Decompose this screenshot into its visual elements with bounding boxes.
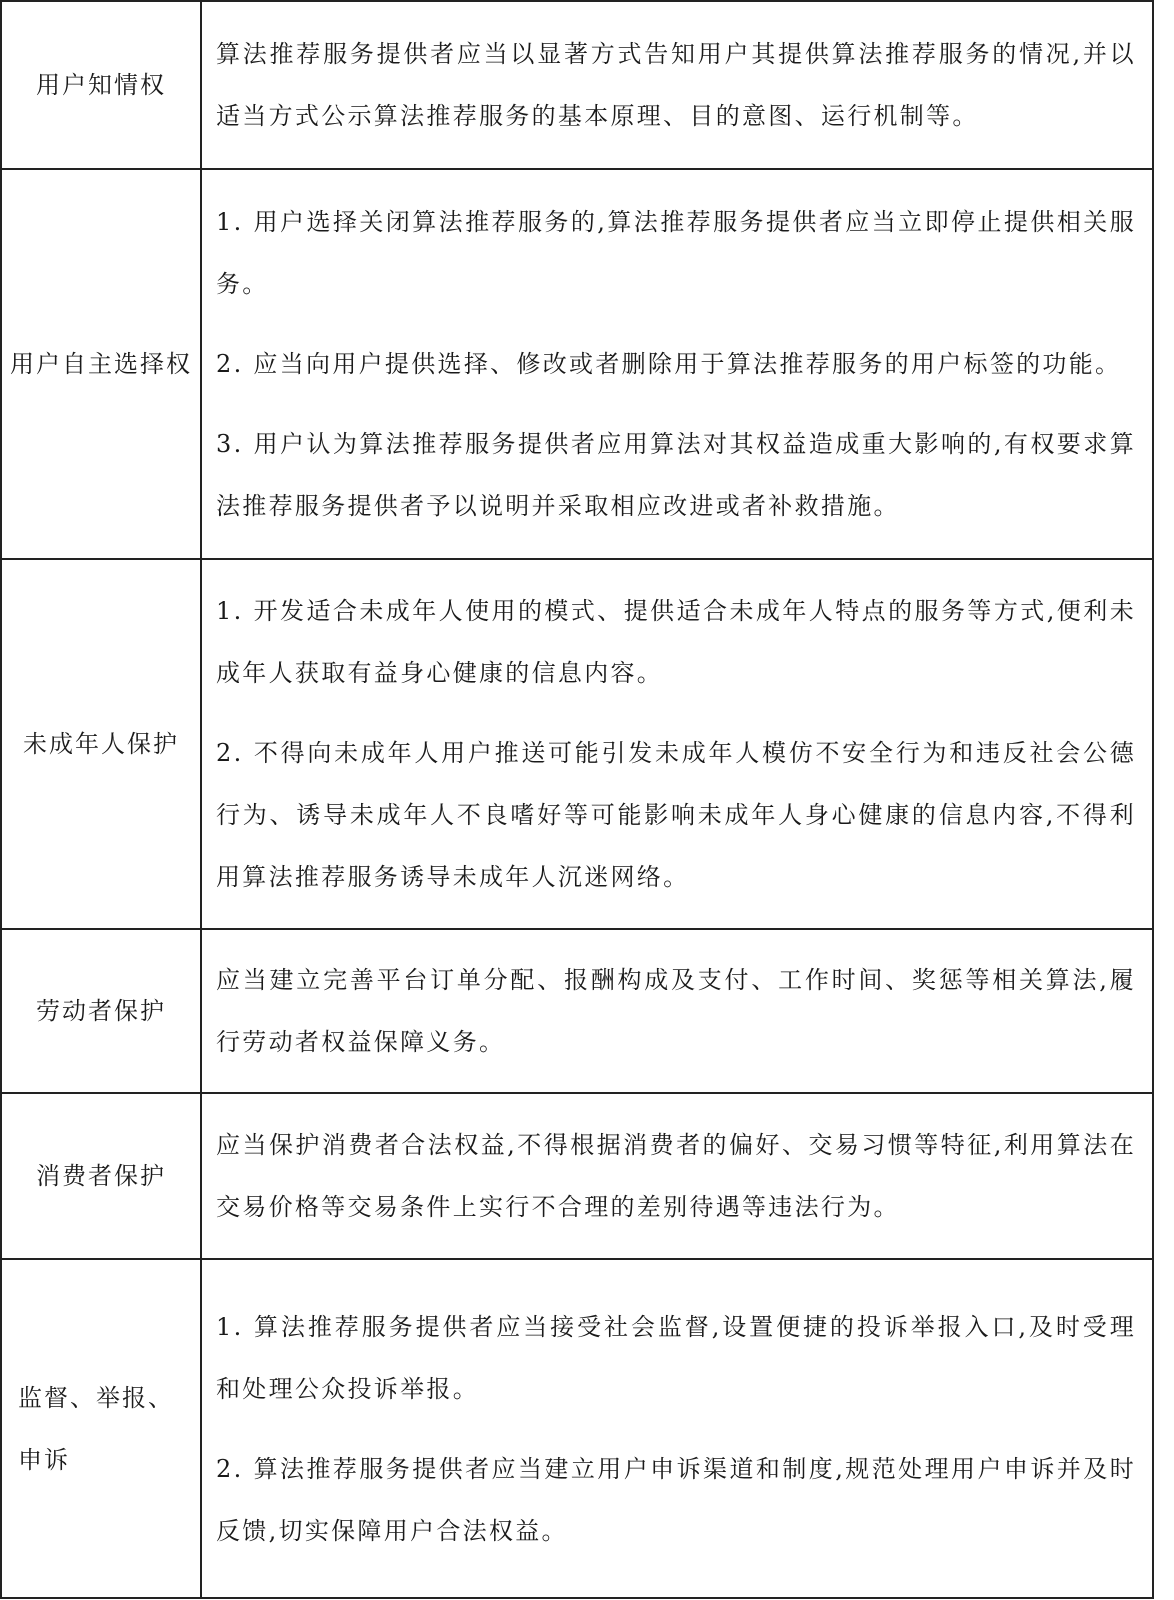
content-paragraph: 1. 算法推荐服务提供者应当接受社会监督,设置便捷的投诉举报入口,及时受理和处理公众投诉举报。	[216, 1312, 1136, 1403]
row-content	[201, 559, 1153, 929]
content-paragraph: 应当建立完善平台订单分配、报酬构成及支付、工作时间、奖惩等相关算法,履行劳动者权益保障义务。	[216, 966, 1136, 1056]
row-content	[201, 169, 1153, 559]
table-row-consumer-protection	[1, 1093, 1153, 1259]
content-paragraph: 算法推荐服务提供者应当以显著方式告知用户其提供算法推荐服务的情况,并以适当方式公示算法推荐服务的基本原理、目的意图、运行机制等。	[216, 40, 1136, 130]
content-paragraph: 2. 应当向用户提供选择、修改或者删除用于算法推荐服务的用户标签的功能。	[216, 350, 1122, 378]
table-row-worker-protection	[1, 929, 1153, 1093]
row-label: 消费者保护	[1, 1093, 201, 1259]
table-row-user-right-to-know	[1, 1, 1153, 169]
row-label: 用户知情权	[1, 1, 201, 169]
row-content	[201, 929, 1153, 1093]
row-content	[201, 1259, 1153, 1598]
table-row-user-autonomous-choice	[1, 169, 1153, 559]
content-paragraph: 2. 算法推荐服务提供者应当建立用户申诉渠道和制度,规范处理用户申诉并及时反馈,切实保障用户合法权益。	[216, 1454, 1136, 1545]
content-paragraph: 2. 不得向未成年人用户推送可能引发未成年人模仿不安全行为和违反社会公德行为、诱导未成年人不良嗜好等可能影响未成年人身心健康的信息内容,不得利用算法推荐服务诱导未成年人沉迷网络。	[216, 739, 1136, 891]
content-paragraph: 1. 用户选择关闭算法推荐服务的,算法推荐服务提供者应当立即停止提供相关服务。	[216, 208, 1136, 298]
row-label: 劳动者保护	[1, 929, 201, 1093]
content-paragraph: 3. 用户认为算法推荐服务提供者应用算法对其权益造成重大影响的,有权要求算法推荐服务提供者予以说明并采取相应改进或者补救措施。	[216, 430, 1136, 520]
content-paragraph: 应当保护消费者合法权益,不得根据消费者的偏好、交易习惯等特征,利用算法在交易价格等交易条件上实行不合理的差别待遇等违法行为。	[216, 1131, 1136, 1221]
content-paragraph: 1. 开发适合未成年人使用的模式、提供适合未成年人特点的服务等方式,便利未成年人获取有益身心健康的信息内容。	[216, 597, 1136, 687]
row-content	[201, 1, 1153, 169]
row-label: 监督、举报、申诉	[1, 1259, 201, 1598]
table-row-minor-protection	[1, 559, 1153, 929]
table-row-supervision-report-appeal	[1, 1259, 1153, 1598]
row-label: 未成年人保护	[1, 559, 201, 929]
row-label: 用户自主选择权	[1, 169, 201, 559]
row-content	[201, 1093, 1153, 1259]
